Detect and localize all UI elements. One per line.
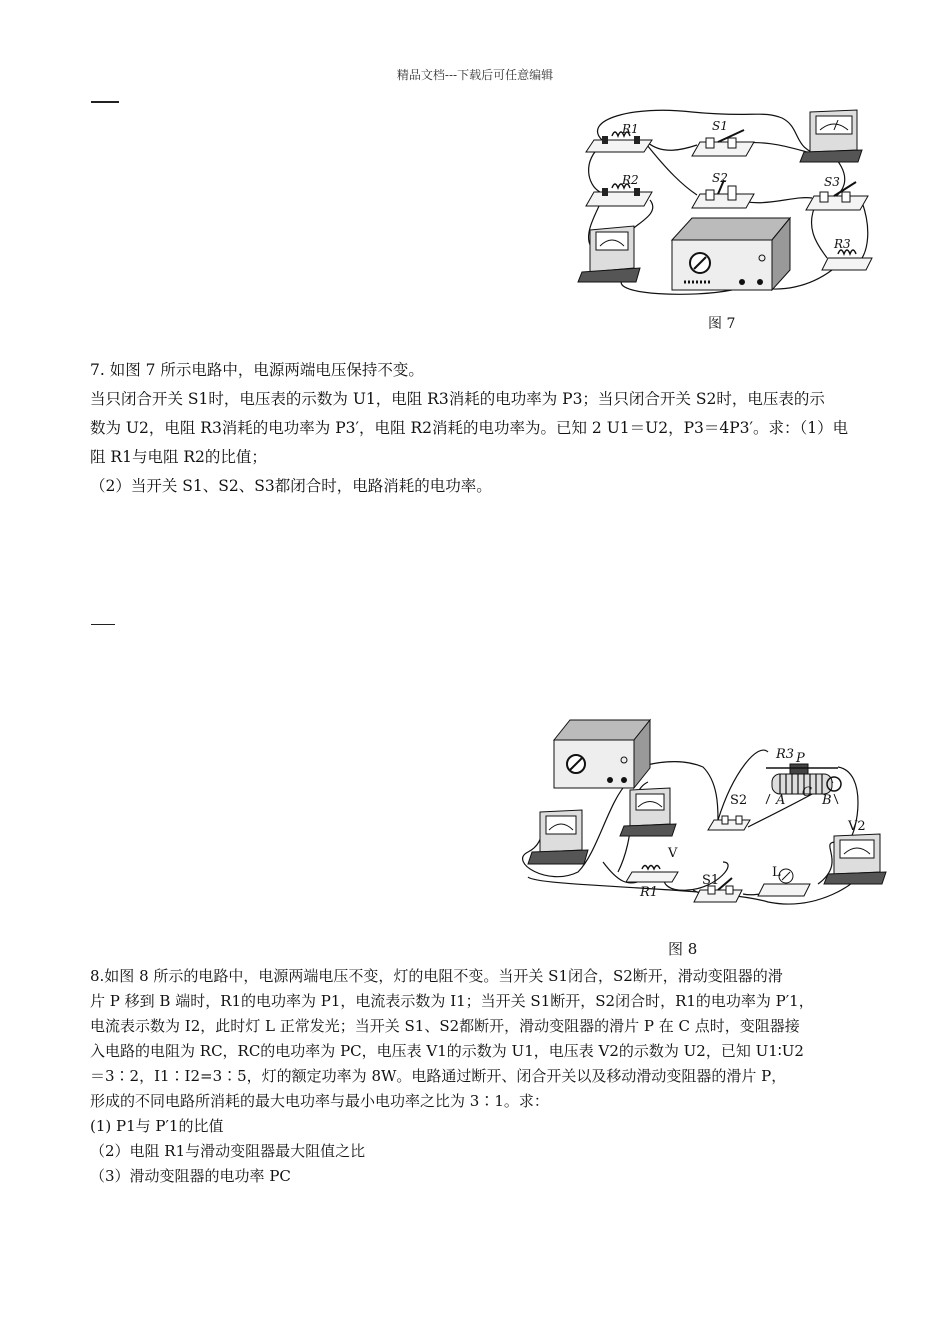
- question-8: [90, 964, 862, 1189]
- question-7: [90, 356, 862, 501]
- label-r3: R3: [834, 237, 851, 251]
- lamp-icon: [758, 869, 810, 896]
- label-s3: S3: [824, 175, 840, 189]
- voltmeter-v-icon: [620, 788, 676, 836]
- label-s1: S1: [702, 873, 720, 888]
- r1-resistor: [586, 132, 652, 152]
- figure-8-caption: 图 8: [668, 940, 698, 958]
- figure-8-circuit: [518, 712, 893, 922]
- ammeter-icon: [528, 810, 588, 864]
- q8-sub-2: （2）电阻 R1与滑动变阻器最大阻值之比: [90, 1142, 366, 1160]
- voltmeter-v2-icon: [824, 834, 886, 884]
- label-c: C: [802, 785, 812, 800]
- figure-7-caption: 图 7: [708, 316, 736, 332]
- label-r2: R2: [622, 173, 639, 187]
- s2-switch: [708, 816, 750, 830]
- power-supply-icon: [554, 720, 650, 788]
- label-v2: V2: [848, 819, 866, 834]
- figure-7-circuit: [572, 100, 882, 300]
- label-s2: S2: [730, 793, 748, 808]
- q8-line-2: 片 P 移到 B 端时，R1的电功率为 P1，电流表示数为 I1；当开关 S1断开，S2闭合时，R1的电功率为 P′1，: [90, 992, 814, 1010]
- label-r1: R1: [622, 122, 639, 136]
- ammeter-icon: [578, 226, 640, 282]
- q7-line-1: 7. 如图 7 所示电路中，电源两端电压保持不变。: [90, 361, 424, 379]
- q8-line-4: 入电路的电阻为 RC，RC的电功率为 PC，电压表 V1的示数为 U1，电压表 V2的示数为 U2，已知 U1∶U2: [90, 1042, 804, 1060]
- q8-line-3: 电流表示数为 I2，此时灯 L 正常发光；当开关 S1、S2都断开，滑动变阻器的滑片 P 在 C 点时，变阻器接: [90, 1017, 800, 1035]
- q7-line-4: 阻 R1与电阻 R2的比值；: [90, 448, 267, 466]
- label-p: P: [796, 751, 805, 766]
- q8-sub-1: (1) P1与 P′1的比值: [90, 1117, 224, 1135]
- q8-line-5: ＝3∶2，I1∶I2=3∶5，灯的额定功率为 8W。电路通过断开、闭合开关以及移动滑动变阻器的滑片 P，: [90, 1067, 787, 1085]
- q7-line-2: 当只闭合开关 S1时，电压表的示数为 U1，电阻 R3消耗的电功率为 P3；当只闭合开关 S2时，电压表的示: [90, 390, 825, 408]
- page-header: 精品文档---下载后可任意编辑: [396, 68, 554, 82]
- label-l: L: [772, 865, 781, 880]
- q7-line-5: （2）当开关 S1、S2、S3都闭合时，电路消耗的电功率。: [90, 477, 492, 495]
- label-r1: R1: [640, 885, 659, 900]
- label-v: V: [668, 846, 678, 861]
- label-a: A: [776, 793, 786, 808]
- label-s2: S2: [712, 171, 728, 185]
- q8-line-1: 8.如图 8 所示的电路中，电源两端电压不变，灯的电阻不变。当开关 S1闭合，S2断开，滑动变阻器的滑: [90, 967, 783, 985]
- label-b: B: [822, 793, 832, 808]
- r1-resistor: [626, 866, 678, 883]
- q7-line-3: 数为 U2，电阻 R3消耗的电功率为 P3′，电阻 R2消耗的电功率为。已知 2 U1＝U2，P3＝4P3′。求：（1）电: [90, 419, 849, 437]
- q8-sub-3: （3）滑动变阻器的电功率 PC: [90, 1167, 291, 1185]
- s1-switch: [692, 130, 754, 156]
- top-divider: [91, 101, 119, 103]
- r2-resistor: [586, 184, 652, 206]
- label-s1: S1: [712, 119, 728, 133]
- label-r3: R3: [776, 747, 795, 762]
- voltmeter-icon: [800, 110, 862, 162]
- q8-line-6: 形成的不同电路所消耗的最大电功率与最小电功率之比为 3∶1。求：: [90, 1092, 549, 1110]
- power-supply-icon: [672, 218, 790, 290]
- mid-divider: [91, 624, 115, 625]
